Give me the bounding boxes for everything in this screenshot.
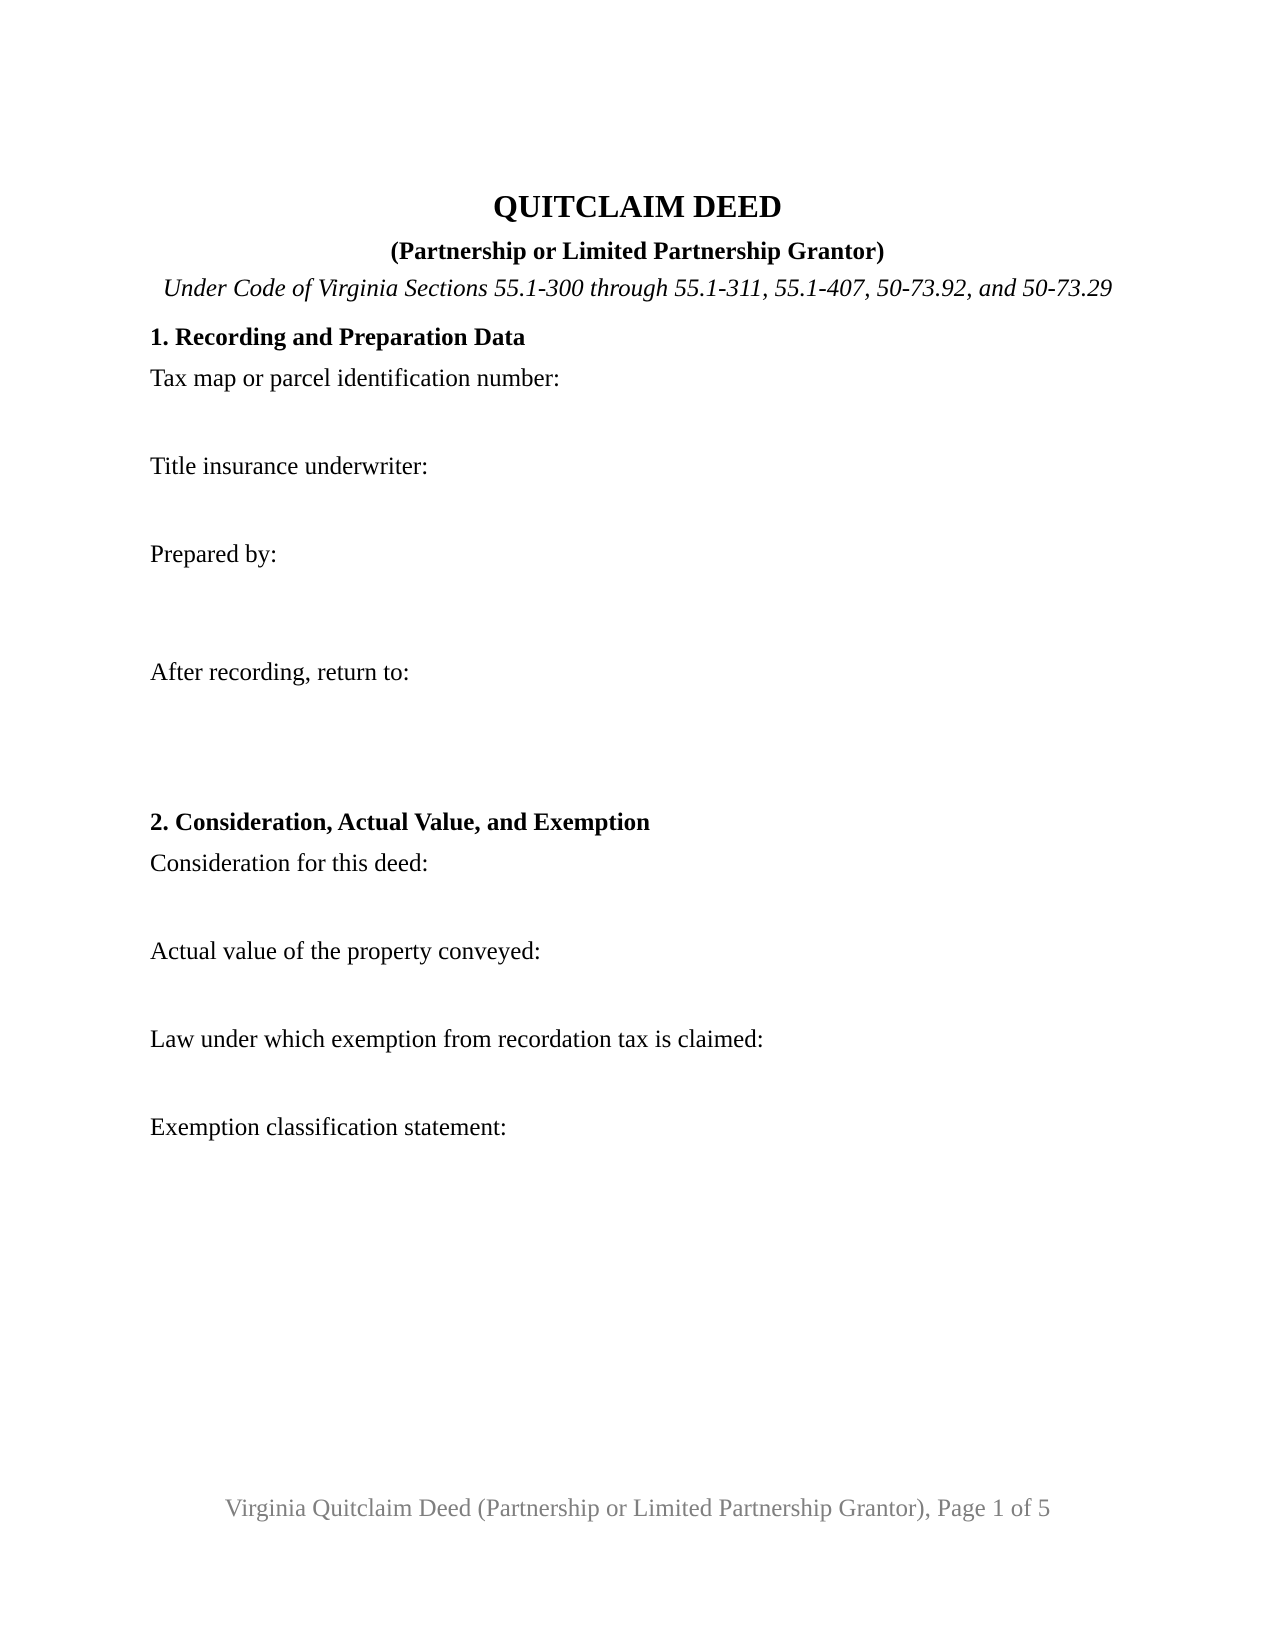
prepared-by-label: Prepared by:: [150, 541, 278, 568]
actual-value-label: Actual value of the property conveyed:: [150, 938, 541, 965]
page-footer: Virginia Quitclaim Deed (Partnership or Limited Partnership Grantor), Page 1 of 5: [224, 1495, 1051, 1522]
document-subtitle: (Partnership or Limited Partnership Grantor): [390, 238, 885, 265]
exemption-law-label: Law under which exemption from recordation tax is claimed:: [150, 1026, 764, 1053]
consideration-label: Consideration for this deed:: [150, 850, 429, 877]
legal-citation: Under Code of Virginia Sections 55.1-300 through 55.1-311, 55.1-407, 50-73.92, and 50-73.29: [162, 275, 1113, 302]
parcel-id-label: Tax map or parcel identification number:: [150, 365, 560, 392]
section-2-heading: 2. Consideration, Actual Value, and Exemption: [150, 809, 651, 836]
return-to-label: After recording, return to:: [150, 659, 410, 686]
exemption-statement-label: Exemption classification statement:: [150, 1114, 507, 1141]
section-1-heading: 1. Recording and Preparation Data: [150, 324, 526, 351]
document-title: QUITCLAIM DEED: [493, 188, 782, 224]
title-insurance-label: Title insurance underwriter:: [150, 453, 429, 480]
